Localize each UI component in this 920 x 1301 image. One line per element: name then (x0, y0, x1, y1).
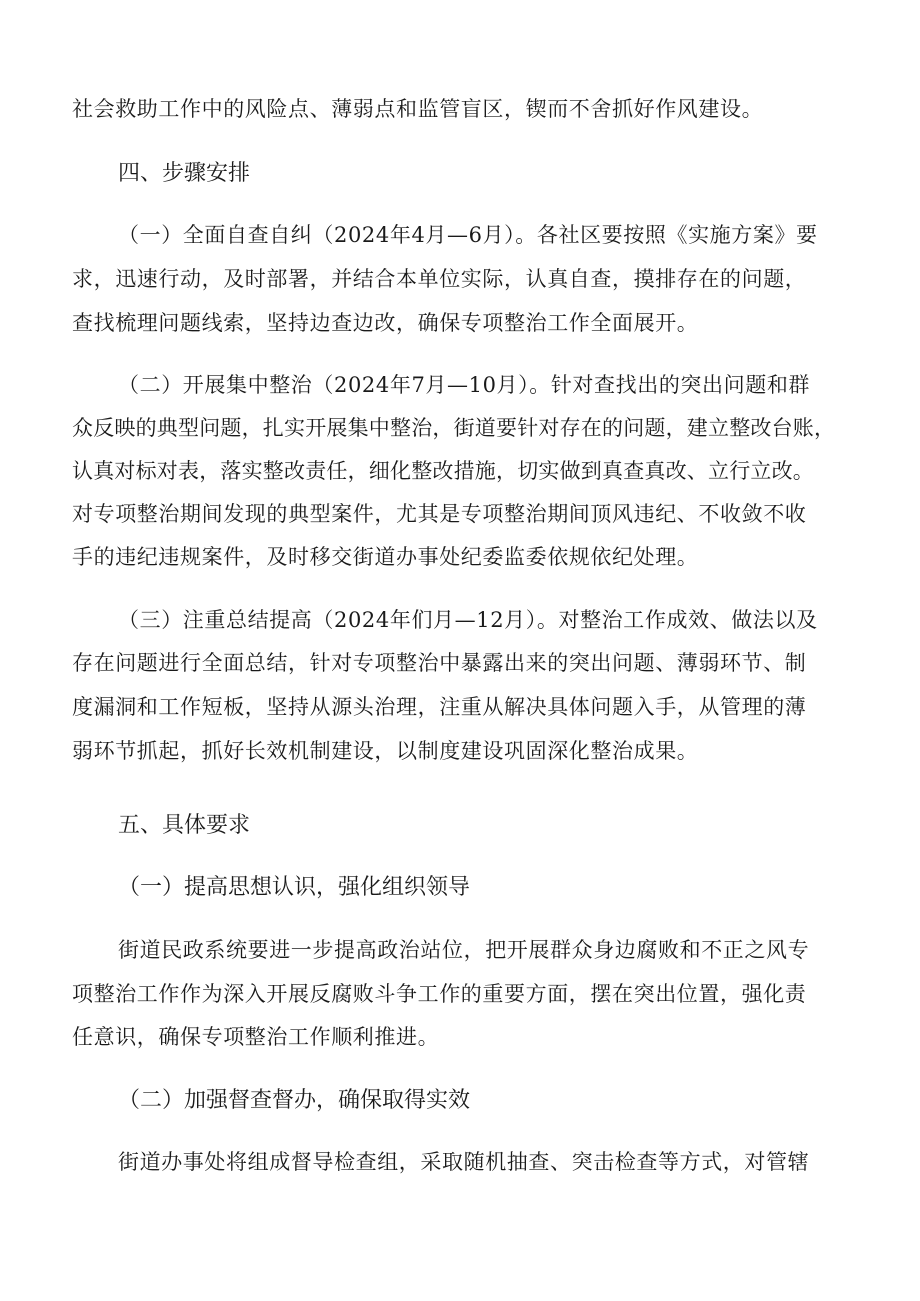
subsection-heading: （一）提高思想认识，强化组织领导 (118, 875, 471, 900)
paragraph-line: （三）注重总结提高（2024年们月—12月）。对整治工作成效、做法以及 (118, 608, 818, 632)
paragraph-line: 度漏洞和工作短板，坚持从源头治理，注重从解决具体问题入手，从管理的薄 (72, 695, 807, 719)
paragraph-line: 对专项整治期间发现的典型案件，尤其是专项整治期间顶风违纪、不收敛不收 (72, 502, 807, 526)
paragraph-line: 街道办事处将组成督导检查组，采取随机抽查、突击检查等方式，对管辖 (118, 1150, 810, 1174)
paragraph-line: 项整治工作作为深入开展反腐败斗争工作的重要方面，摆在突出位置，强化责 (72, 982, 807, 1006)
paragraph-line: 存在问题进行全面总结，针对专项整治中暴露出来的突出问题、薄弱环节、制 (72, 651, 807, 675)
paragraph-line: 街道民政系统要进一步提高政治站位，把开展群众身边腐败和不正之风专 (118, 938, 810, 962)
paragraph-line: 众反映的典型问题，扎实开展集中整治，街道要针对存在的问题，建立整改台账， (72, 416, 836, 440)
paragraph-line: 查找梳理问题线索，坚持边查边改，确保专项整治工作全面展开。 (72, 311, 699, 335)
paragraph-line: （一）全面自查自纠（2024年4月—6月）。各社区要按照《实施方案》要 (118, 223, 818, 247)
paragraph-line: 认真对标对表，落实整改责任，细化整改措施，切实做到真查真改、立行立改。 (72, 459, 814, 483)
paragraph-line: 社会救助工作中的风险点、薄弱点和监管盲区，锲而不舍抓好作风建设。 (72, 97, 764, 121)
subsection-heading: （二）加强督查督办，确保取得实效 (118, 1088, 471, 1113)
section-heading-steps: 四、步骤安排 (118, 161, 251, 186)
paragraph-line: 弱环节抓起，抓好长效机制建设，以制度建设巩固深化整治成果。 (72, 739, 699, 763)
paragraph-line: （二）开展集中整治（2024年7月—10月）。针对查找出的突出问题和群 (118, 373, 811, 397)
paragraph-line: 任意识，确保专项整治工作顺利推进。 (72, 1025, 440, 1049)
section-heading-requirements: 五、具体要求 (118, 813, 251, 838)
paragraph-line: 手的违纪违规案件，及时移交街道办事处纪委监委依规依纪处理。 (72, 545, 699, 569)
paragraph-line: 求，迅速行动，及时部署，并结合本单位实际，认真自查，摸排存在的问题， (72, 267, 807, 291)
